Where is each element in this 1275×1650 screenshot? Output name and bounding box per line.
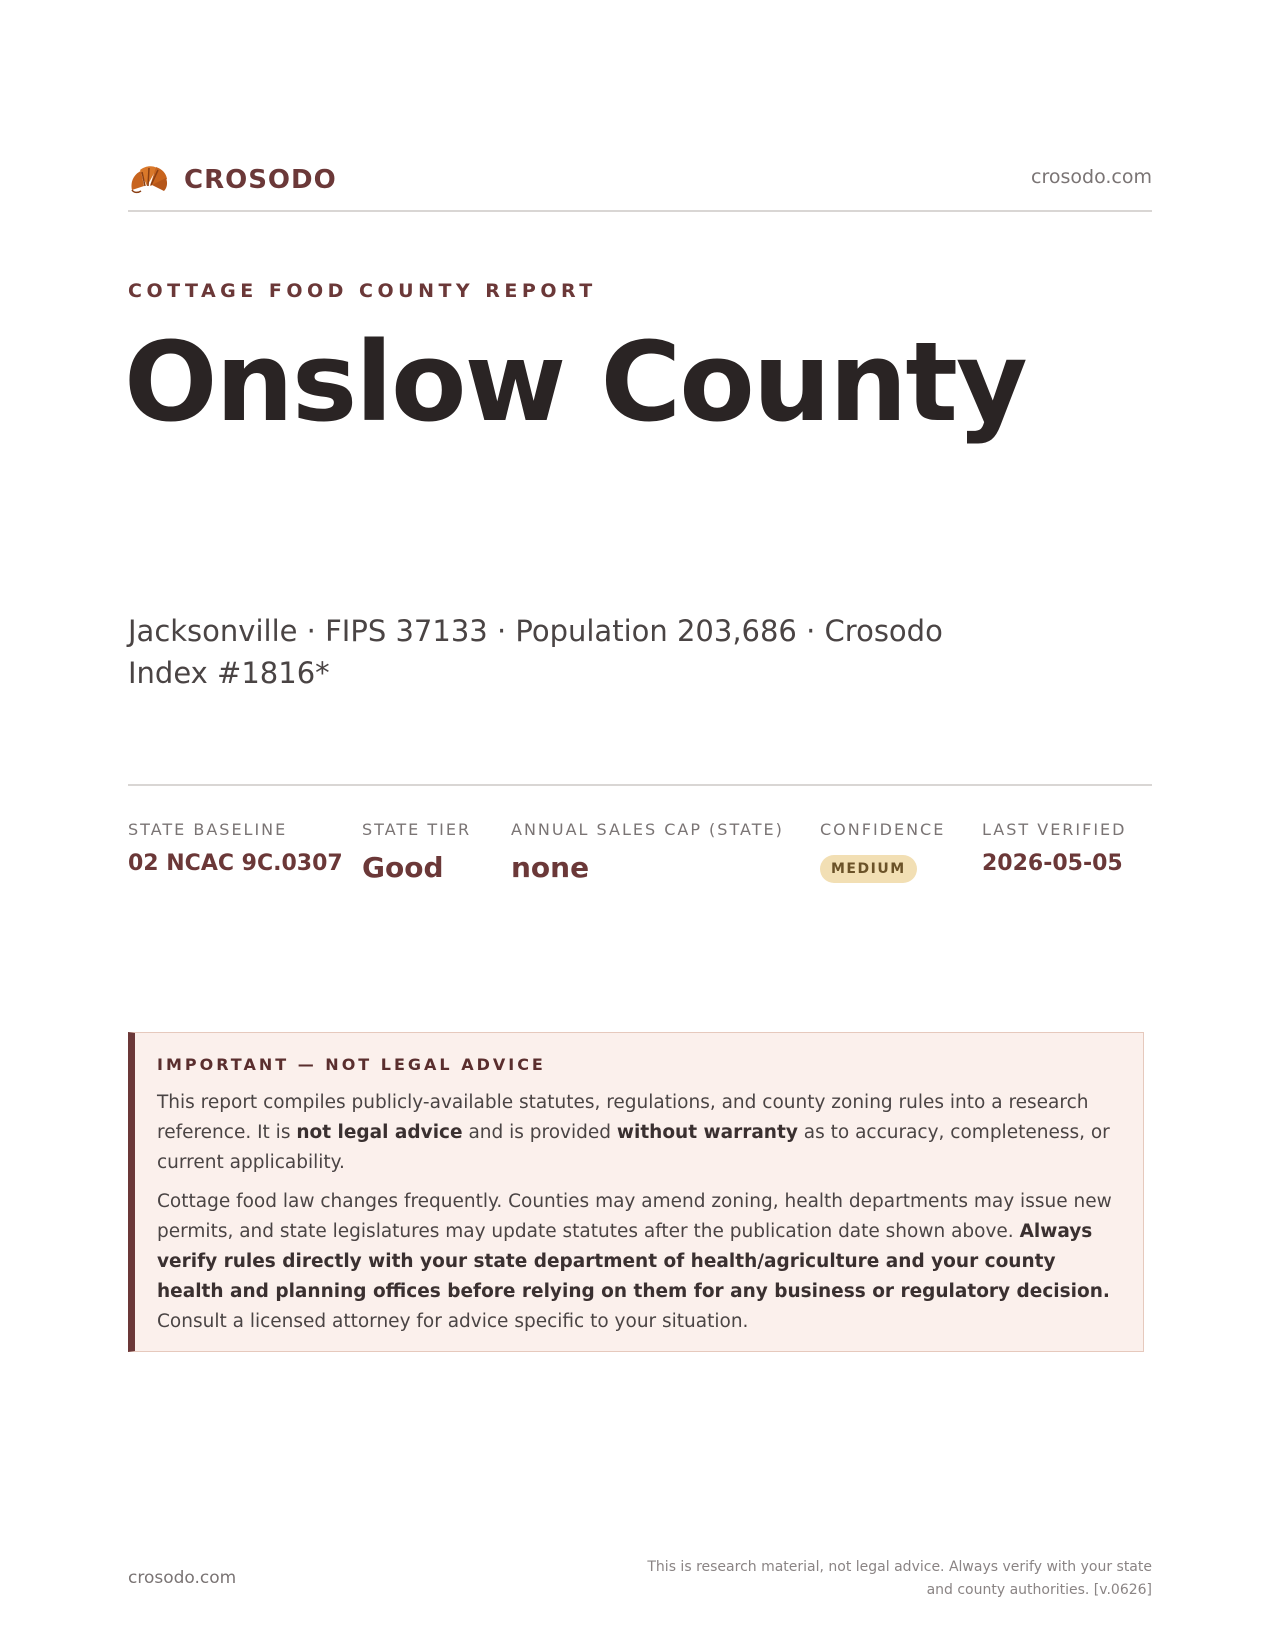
brand-name: CROSODO [184,165,337,195]
notice-text: This report compiles publicly-available statutes, regulations, and county zoning rules into a research reference. It is [157,1092,1089,1143]
notice-text: Cottage food law changes frequently. Counties may amend zoning, health departments may issue new permits, and state legislatures may update statutes after the publication date shown above. [157,1191,1112,1242]
notice-paragraph [157,1088,1127,1178]
stat-label: STATE BASELINE [128,820,288,839]
stat-last-verified [982,820,1126,876]
page-title: Onslow County [124,318,1026,446]
notice-emphasis: not legal advice [296,1122,463,1143]
stat-annual-sales-cap [511,820,784,884]
croissant-icon [128,160,170,200]
notice-emphasis: without warranty [616,1122,798,1143]
stat-label: CONFIDENCE [820,820,946,839]
stat-label: LAST VERIFIED [982,820,1127,839]
report-eyebrow: COTTAGE FOOD COUNTY REPORT [128,280,597,302]
footer-disclaimer-line: and county authorities. [v.0626] [926,1582,1152,1598]
report-subtitle: Jacksonville · FIPS 37133 · Population 203,686 · Crosodo Index #1816* [128,614,943,690]
notice-emphasis: Always verify rules directly with your state department of health/agriculture and your county health and planning offices before relying on them for any business or regulatory decision. [157,1221,1110,1302]
stat-value: 2026-05-05 [982,851,1123,876]
stat-label: ANNUAL SALES CAP (STATE) [511,820,784,839]
stat-value: Good [362,851,444,884]
notice-heading: IMPORTANT — NOT LEGAL ADVICE [157,1055,546,1074]
site-link[interactable]: crosodo.com [1031,166,1152,188]
stat-value: 02 NCAC 9C.0307 [128,851,343,876]
page-header [128,160,1152,200]
brand[interactable] [128,160,337,200]
footer-disclaimer-line: This is research material, not legal advice. Always verify with your state [647,1559,1152,1575]
legal-notice [128,1032,1144,1352]
stat-state-baseline [128,820,343,876]
report-page [124,0,1152,1650]
footer-disclaimer [632,1556,1152,1602]
divider [128,210,1152,212]
stat-state-tier [362,820,471,884]
status-badge: MEDIUM [820,855,917,883]
notice-text: and is provided [462,1122,617,1143]
notice-text: as to accuracy, completeness, or current applicability. [157,1122,1110,1173]
footer-site-link[interactable]: crosodo.com [128,1568,237,1588]
notice-paragraph [157,1187,1127,1337]
stat-value: none [511,851,590,884]
stat-confidence [820,820,945,883]
stat-label: STATE TIER [362,820,472,839]
divider [128,784,1152,786]
notice-text: Consult a licensed attorney for advice specific to your situation. [157,1311,749,1332]
